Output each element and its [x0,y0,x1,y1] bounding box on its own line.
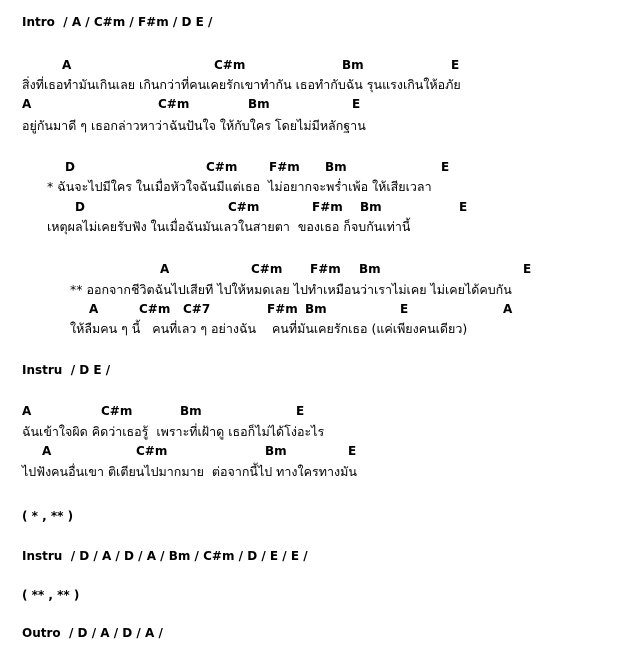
chord: Bm [359,262,381,276]
repeat-line: ( * , ** ) [22,509,74,523]
chord: F#m [267,302,298,316]
lyric-line: ** ออกจากชีวิตฉันไปเสียที ไปให้หมดเลย ไปทำเหมือนว่าเราไม่เคย ไม่เคยได้คบกัน [70,282,512,297]
chord: A [89,302,99,316]
lyric-line: อยู่กันมาดี ๆ เธอกล่าวหาว่าฉันปันใจ ให้กับใคร โดยไม่มีหลักฐาน [22,118,366,133]
chord: C#m [158,97,190,111]
chord: Bm [305,302,327,316]
outro-line: Outro / D / A / D / A / [22,626,163,640]
chord: A [160,262,170,276]
intro-line: Intro / A / C#m / F#m / D E / [22,15,213,29]
chord: C#m [136,444,168,458]
lyric-line: เหตุผลไม่เคยรับฟัง ในเมื่อฉันมันเลวในสายตา ของเธอ ก็จบกันเท่านี้ [47,219,411,234]
chord: E [352,97,361,111]
chord: A [42,444,52,458]
chord: C#m [228,200,260,214]
chord: Bm [342,58,364,72]
chord: D [75,200,85,214]
chord: C#m [139,302,171,316]
chord: C#m [101,404,133,418]
repeat-line: ( ** , ** ) [22,588,80,602]
instru-line: Instru / D E / [22,363,111,377]
chord: A [22,97,32,111]
instru-line: Instru / D / A / D / A / Bm / C#m / D / E / E / [22,549,308,563]
chord: E [400,302,409,316]
chord: A [62,58,72,72]
chord: E [459,200,468,214]
chord: A [22,404,32,418]
chord: Bm [360,200,382,214]
chord: Bm [248,97,270,111]
chord: Bm [180,404,202,418]
chord: C#m [206,160,238,174]
chord: E [348,444,357,458]
chord: A [503,302,513,316]
chord: E [296,404,305,418]
chord: D [65,160,75,174]
chord: C#m [214,58,246,72]
chord: E [451,58,460,72]
lyric-line: ให้ลืมคน ๆ นี้ คนที่เลว ๆ อย่างฉัน คนที่มันเคยรักเธอ (แค่เพียงคนเดียว) [70,321,468,336]
chord: C#m [251,262,283,276]
chord: E [523,262,532,276]
chord: Bm [325,160,347,174]
chord: F#m [312,200,343,214]
chord: F#m [269,160,300,174]
chord: Bm [265,444,287,458]
lyric-line: สิ่งที่เธอทำมันเกินเลย เกินกว่าที่คนเคยรักเขาทำกัน เธอทำกับฉัน รุนแรงเกินให้อภัย [22,77,461,92]
chord: E [441,160,450,174]
lyric-line: * ฉันจะไปมีใคร ในเมื่อหัวใจฉันมีแต่เธอ ไม่อยากจะพร่ำเพ้อ ให้เสียเวลา [47,179,432,194]
chord: C#7 [183,302,211,316]
chord: F#m [310,262,341,276]
lyric-line: ฉันเข้าใจผิด คิดว่าเธอรู้ เพราะที่เฝ้าดู เธอก็ไม่ได้โง่อะไร [22,424,325,439]
lyric-line: ไปฟังคนอื่นเขา ติเตียนไปมากมาย ต่อจากนี้ไป ทางใครทางมัน [22,464,357,479]
